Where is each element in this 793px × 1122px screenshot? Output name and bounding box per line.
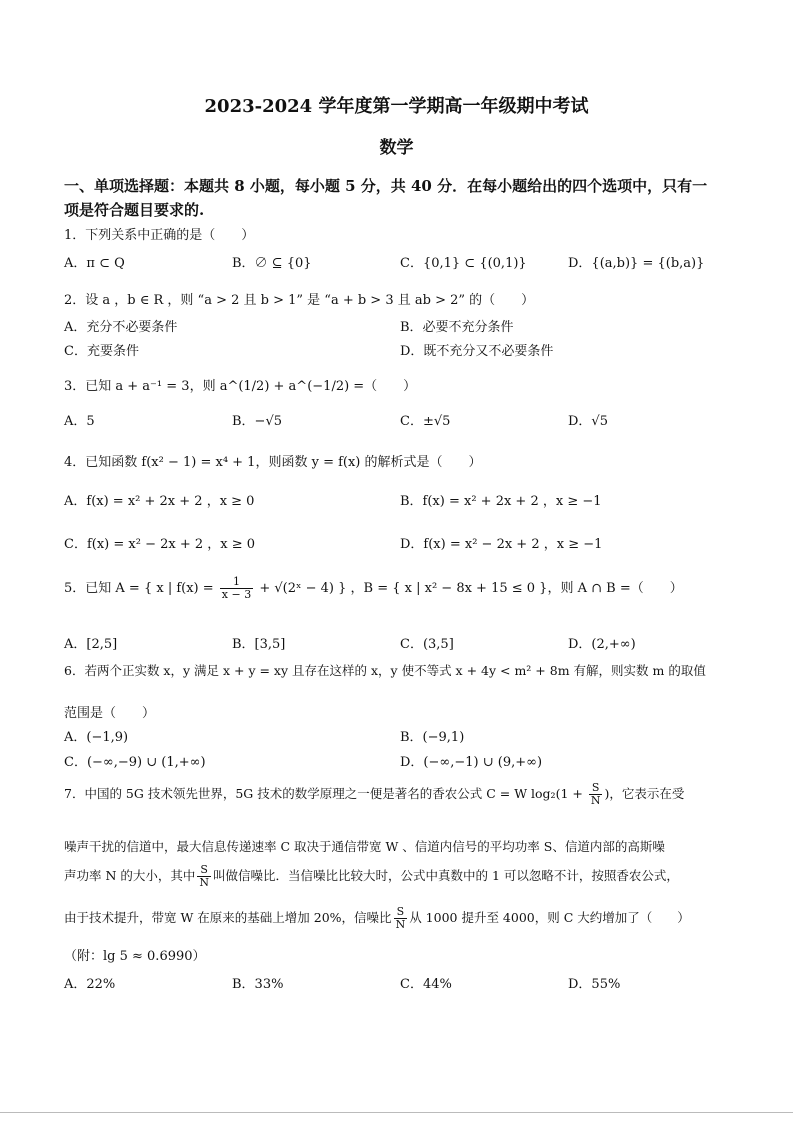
question-7-stem-part2: )，它表示在受 xyxy=(604,786,685,801)
question-7-fraction-sn xyxy=(589,782,603,807)
question-7-fraction-denominator: N xyxy=(590,794,601,807)
question-7-line4-part1: 由于技术提升，带宽 W 在原来的基础上增加 20%，信噪比 xyxy=(64,910,392,925)
question-2-option-c: C．充要条件 xyxy=(64,344,139,359)
question-7-line3-part1: 声功率 N 的大小，其中 xyxy=(64,868,196,883)
question-3-option-a: A．5 xyxy=(64,414,95,429)
question-5-fraction-denominator: x − 3 xyxy=(221,588,252,601)
question-7-fraction-numerator: S xyxy=(589,782,603,795)
question-5-option-b: B．[3,5] xyxy=(232,637,286,652)
question-7-line4-fraction-denominator: N xyxy=(395,918,406,931)
question-3-option-b: B．−√5 xyxy=(232,414,283,429)
question-6-option-c: C．(−∞,−9) ∪ (1,+∞) xyxy=(64,755,206,770)
question-5-option-a: A．[2,5] xyxy=(64,637,118,652)
question-7-note: （附：lg 5 ≈ 0.6990） xyxy=(64,949,206,964)
question-2-option-b: B．必要不充分条件 xyxy=(400,320,514,335)
question-6-option-a: A．(−1,9) xyxy=(64,730,129,745)
question-5-stem xyxy=(64,576,683,601)
question-7-line4-fraction xyxy=(394,906,408,931)
question-5-fraction-numerator: 1 xyxy=(220,576,253,589)
question-3-stem: 3．已知 a + a⁻¹ = 3，则 a^(1/2) + a^(−1/2) =（ ） xyxy=(64,379,417,394)
question-2-option-a: A．充分不必要条件 xyxy=(64,320,178,335)
question-5-option-c: C．(3,5] xyxy=(400,637,454,652)
question-1-option-d: D．{(a,b)} = {(b,a)} xyxy=(568,256,705,271)
question-7-line4-fraction-numerator: S xyxy=(394,906,408,919)
question-7-line3-fraction xyxy=(197,864,211,889)
exam-title: 2023-2024 学年度第一学期高一年级期中考试 xyxy=(204,96,589,117)
question-4-option-d: D．f(x) = x² − 2x + 2 ，x ≥ −1 xyxy=(400,537,603,552)
question-1-option-b: B．∅ ⊆ {0} xyxy=(232,256,312,271)
question-4-option-a: A．f(x) = x² + 2x + 2 ，x ≥ 0 xyxy=(64,494,255,509)
question-7-line3-fraction-denominator: N xyxy=(199,876,210,889)
question-5-fraction xyxy=(220,576,253,601)
question-7-option-a: A．22% xyxy=(64,977,116,992)
question-7-line3-fraction-numerator: S xyxy=(197,864,211,877)
question-2-stem: 2．设 a ，b ∈ R ，则 “a > 2 且 b > 1” 是 “a + b > 3 且 ab > 2” 的（ ） xyxy=(64,293,535,308)
question-1-option-a: A．π ⊂ Q xyxy=(64,256,125,271)
question-4-stem: 4．已知函数 f(x² − 1) = x⁴ + 1，则函数 y = f(x) 的解析式是（ ） xyxy=(64,455,482,470)
question-1-option-c: C．{0,1} ⊂ {(0,1)} xyxy=(400,256,527,271)
question-3-option-c: C．±√5 xyxy=(400,414,451,429)
question-7-option-c: C．44% xyxy=(400,977,452,992)
question-6-option-b: B．(−9,1) xyxy=(400,730,465,745)
question-5-stem-part2: + √(2ˣ − 4) } ，B = { x | x² − 8x + 15 ≤ 0 }，则 A ∩ B =（ ） xyxy=(255,581,683,596)
question-5-stem-part1: 5．已知 A = { x | f(x) = xyxy=(64,581,218,596)
question-7-option-d: D．55% xyxy=(568,977,621,992)
page-bottom-divider xyxy=(0,1112,793,1113)
question-1-stem: 1．下列关系中正确的是（ ） xyxy=(64,228,255,243)
question-7-option-b: B．33% xyxy=(232,977,284,992)
section-heading-line2: 项是符合题目要求的. xyxy=(64,201,205,219)
question-7-line3-part2: 叫做信噪比．当信噪比比较大时，公式中真数中的 1 可以忽略不计，按照香农公式， xyxy=(213,868,679,883)
question-7-line3 xyxy=(64,864,679,889)
question-7-line2: 噪声干扰的信道中，最大信息传递速率 C 取决于通信带宽 W 、信道内信号的平均功率 S、信道内部的高斯噪 xyxy=(64,839,665,854)
question-6-option-d: D．(−∞,−1) ∪ (9,+∞) xyxy=(400,755,543,770)
question-6-stem-line2: 范围是（ ） xyxy=(64,706,156,721)
question-7-line4 xyxy=(64,906,690,931)
question-4-option-c: C．f(x) = x² − 2x + 2 ，x ≥ 0 xyxy=(64,537,256,552)
question-7-stem-part1: 7．中国的 5G 技术领先世界，5G 技术的数学原理之一便是著名的香农公式 C = W log₂(1 + xyxy=(64,786,587,801)
question-3-option-d: D．√5 xyxy=(568,414,608,429)
subject-title: 数学 xyxy=(379,138,414,158)
question-4-option-b: B．f(x) = x² + 2x + 2 ，x ≥ −1 xyxy=(400,494,602,509)
question-7-line4-part2: 从 1000 提升至 4000，则 C 大约增加了（ ） xyxy=(409,910,690,925)
question-6-stem: 6．若两个正实数 x，y 满足 x + y = xy 且存在这样的 x，y 使不等式 x + 4y < m² + 8m 有解，则实数 m 的取值 xyxy=(64,663,706,678)
question-7-stem xyxy=(64,782,684,807)
question-5-option-d: D．(2,+∞) xyxy=(568,637,636,652)
question-2-option-d: D．既不充分又不必要条件 xyxy=(400,344,554,359)
section-heading-line1: 一、单项选择题：本题共 8 小题，每小题 5 分，共 40 分．在每小题给出的四个选项中，只有一 xyxy=(64,177,708,195)
